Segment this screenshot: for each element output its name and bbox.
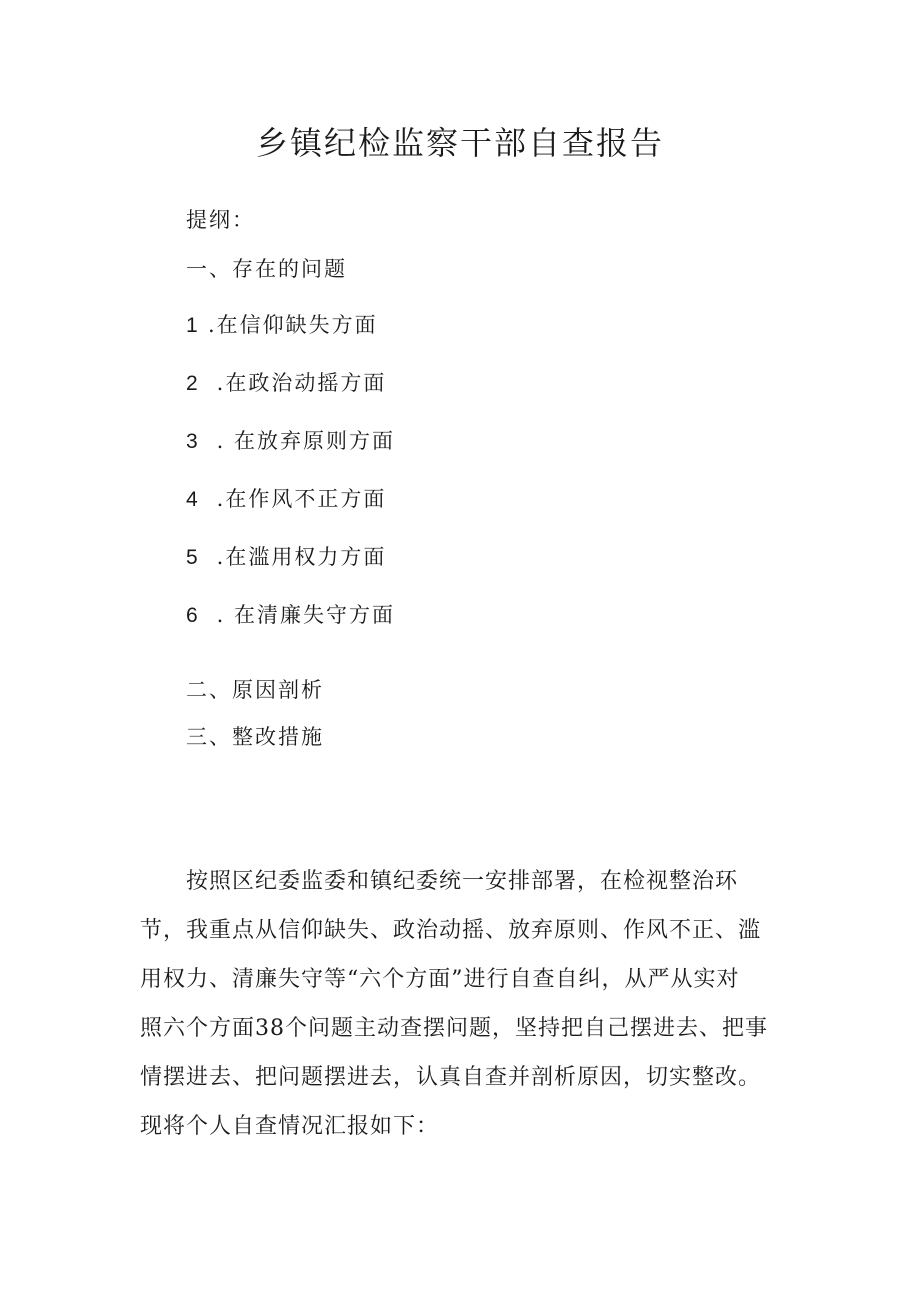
section-heading-problems: 一、存在的问题 xyxy=(186,257,347,281)
outline-item-number: 2 xyxy=(186,372,200,395)
outline-item-text: . 在放弃原则方面 xyxy=(208,429,396,453)
section-heading-causes: 二、原因剖析 xyxy=(186,678,324,702)
outline-item-text: . 在清廉失守方面 xyxy=(208,603,396,627)
outline-item-number: 1 xyxy=(186,314,200,337)
outline-item-number: 4 xyxy=(186,488,200,511)
outline-item xyxy=(186,425,395,455)
body-paragraph-line: 用权力、清廉失守等“六个方面”进行自查自纠，从严从实对 xyxy=(140,967,740,992)
outline-item xyxy=(186,541,386,571)
body-paragraph-line: 现将个人自查情况汇报如下： xyxy=(140,1114,440,1139)
outline-item-number: 3 xyxy=(186,430,200,453)
outline-item xyxy=(186,309,378,339)
outline-item-text: .在滥用权力方面 xyxy=(208,545,387,569)
outline-item-text: .在政治动摇方面 xyxy=(208,371,387,395)
outline-item xyxy=(186,367,386,397)
outline-item xyxy=(186,599,395,629)
outline-item-number: 6 xyxy=(186,604,200,627)
body-paragraph-line: 照六个方面38个问题主动查摆问题，坚持把自己摆进去、把事 xyxy=(140,1016,768,1041)
outline-item-text: .在信仰缺失方面 xyxy=(208,313,378,337)
outline-item-text: .在作风不正方面 xyxy=(208,487,387,511)
outline-item-number: 5 xyxy=(186,546,200,569)
outline-label: 提纲： xyxy=(186,208,255,232)
section-heading-measures: 三、整改措施 xyxy=(186,725,324,749)
body-paragraph-line: 节，我重点从信仰缺失、政治动摇、放弃原则、作风不正、滥 xyxy=(140,918,762,943)
body-paragraph-line: 情摆进去、把问题摆进去，认真自查并剖析原因，切实整改。 xyxy=(140,1065,762,1090)
document-title: 乡镇纪检监察干部自查报告 xyxy=(255,124,664,162)
body-paragraph-line: 按照区纪委监委和镇纪委统一安排部署，在检视整治环 xyxy=(186,869,739,894)
outline-item xyxy=(186,483,386,513)
